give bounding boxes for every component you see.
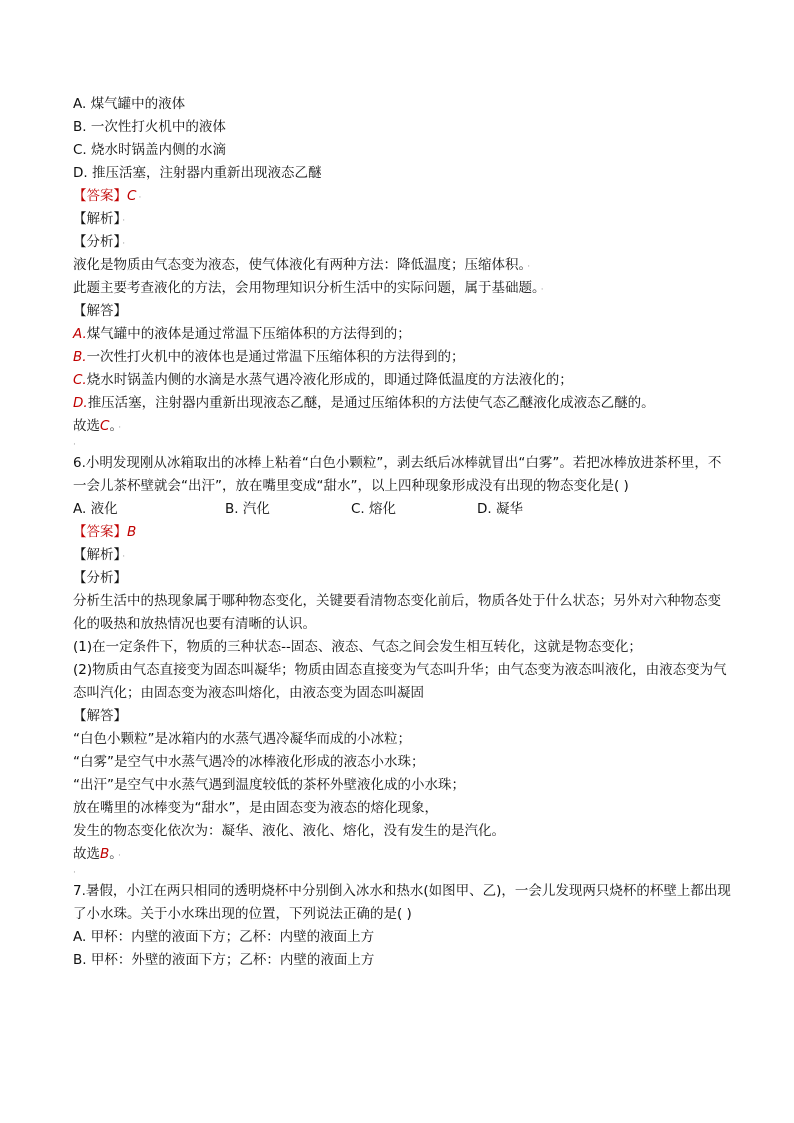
q7-option-a: A. 甲杯：内壁的液面下方；乙杯：内壁的液面上方 [73, 929, 375, 945]
empty-paragraph-mark-icon: · [73, 440, 76, 450]
q5-conclusion [73, 415, 733, 438]
q5-jieda-d [73, 392, 733, 415]
q6-fenxi-line-1: 分析生活中的热现象属于哪种物态变化，关键要看清物态变化前后，物质各处于什么状态；另外对六种物态变化的吸热和放热情况也要有清晰的认识。 [73, 593, 721, 632]
q6-option-a: A. 液化 [73, 501, 118, 517]
q6-fenxi-line-3: (2)物质由气态直接变为固态叫凝华；物质由固态直接变为气态叫升华；由气态变为液态叫液化，由液态变为气态叫汽化；由固态变为液态叫熔化，由液态变为固态叫凝固 [73, 662, 727, 701]
q6-fenxi-line-2: (1)在一定条件下，物质的三种状态--固态、液态、气态之间会发生相互转化，这就是物态变化； [73, 639, 642, 655]
q6-fenxi-label: 【分析】 [73, 570, 127, 586]
answer-value: C [127, 188, 137, 204]
answer-label: 【答案】 [73, 524, 127, 540]
q6-jieda-line-2: “白雾”是空气中水蒸气遇冷的冰棒液化形成的液态小水珠； [73, 754, 425, 770]
paragraph-mark-icon: · [118, 851, 121, 861]
paragraph-mark-icon: · [122, 239, 126, 249]
q7-option-b: B. 甲杯：外壁的液面下方；乙杯：内壁的液面上方 [73, 952, 375, 968]
q5-jieda-c [73, 369, 733, 392]
paragraph-mark-icon: · [122, 552, 126, 562]
paragraph-mark-icon: · [540, 285, 544, 295]
option-letter: B. [73, 349, 87, 365]
analysis-label: 【解析】 [73, 547, 121, 563]
jieda-text: 推压活塞，注射器内重新出现液态乙醚，是通过压缩体积的方法使气态乙醚液化成液态乙醚的。 [87, 395, 655, 411]
q6-answer [73, 521, 733, 544]
q5-option-a: A. 煤气罐中的液体 [73, 96, 186, 112]
analysis-label: 【解析】 [73, 211, 121, 227]
paragraph-mark-icon: · [118, 423, 122, 433]
q6-option-c: C. 熔化 [351, 501, 397, 517]
option-letter: D. [73, 395, 88, 411]
q5-options [73, 93, 733, 185]
fenxi-label: 【分析】 [73, 234, 121, 250]
answer-label: 【答案】 [73, 188, 127, 204]
fenxi-text: 此题主要考查液化的方法，会用物理知识分析生活中的实际问题，属于基础题。 [73, 280, 539, 296]
page-content [73, 93, 733, 972]
answer-value: B [127, 524, 137, 540]
q5-fenxi-label [73, 231, 733, 254]
q6-conclusion [73, 843, 733, 866]
q5-jieda-b [73, 346, 733, 369]
paragraph-mark-icon: · [138, 193, 142, 203]
paragraph-mark-icon: · [122, 216, 126, 226]
q6-jieda-line-3: “出汗”是空气中水蒸气遇到温度较低的茶杯外壁液化成的小水珠； [73, 777, 465, 793]
fenxi-text: 液化是物质由气态变为液态，使气体液化有两种方法：降低温度；压缩体积。 [73, 257, 526, 273]
q6-options [73, 498, 733, 521]
option-letter: A. [73, 326, 87, 342]
q6-jieda-line-1: “白色小颗粒”是冰箱内的水蒸气遇冷凝华而成的小冰粒； [73, 731, 411, 747]
q6-stem: 6.小明发现刚从冰箱取出的冰棒上粘着“白色小颗粒”，剥去纸后冰棒就冒出“白雾”。若把冰棒放进茶杯里，不一会儿茶杯壁就会“出汗”，放在嘴里变成“甜水”，以上四种现象形成没有出现的物态变化是( ) [73, 455, 722, 494]
jieda-text: 烧水时锅盖内侧的水滴是水蒸气遇冷液化形成的，即通过降低温度的方法液化的； [86, 372, 573, 388]
q5-fenxi-line-2 [73, 277, 733, 300]
q5-option-d: D. 推压活塞，注射器内重新出现液态乙醚 [73, 165, 322, 181]
q6-jieda-label: 【解答】 [73, 708, 127, 724]
q5-answer [73, 185, 733, 208]
conclusion-prefix: 故选 [73, 418, 100, 434]
conclusion-prefix: 故选 [73, 846, 100, 862]
q5-jieda-a [73, 323, 733, 346]
q6-jieda-line-4: 放在嘴里的冰棒变为“甜水”，是由固态变为液态的熔化现象， [73, 800, 438, 816]
conclusion-suffix: 。 [109, 846, 117, 862]
option-letter: C. [73, 372, 87, 388]
empty-paragraph-mark-icon: · [73, 868, 76, 878]
q5-jieda-label: 【解答】 [73, 303, 127, 319]
q5-option-b: B. 一次性打火机中的液体 [73, 119, 226, 135]
conclusion-letter: B [100, 846, 110, 862]
paragraph-mark-icon: · [527, 262, 531, 272]
conclusion-letter: C [100, 418, 110, 434]
q7-stem: 7.暑假，小江在两只相同的透明烧杯中分别倒入冰水和热水(如图甲、乙)，一会儿发现两只烧杯的杯壁上都出现了小水珠。关于小水珠出现的位置，下列说法正确的是( ) [73, 883, 731, 922]
q5-option-c: C. 烧水时锅盖内侧的水滴 [73, 142, 227, 158]
q6-analysis-label [73, 544, 733, 567]
jieda-text: 一次性打火机中的液体也是通过常温下压缩体积的方法得到的； [86, 349, 465, 365]
q6-option-d: D. 凝华 [477, 501, 523, 517]
q6-jieda-line-5: 发生的物态变化依次为：凝华、液化、液化、熔化，没有发生的是汽化。 [73, 823, 505, 839]
conclusion-suffix: 。 [109, 418, 117, 434]
q6-option-b: B. 汽化 [225, 501, 270, 517]
q5-fenxi-line-1 [73, 254, 733, 277]
q5-analysis-label [73, 208, 733, 231]
jieda-text: 煤气罐中的液体是通过常温下压缩体积的方法得到的； [86, 326, 411, 342]
